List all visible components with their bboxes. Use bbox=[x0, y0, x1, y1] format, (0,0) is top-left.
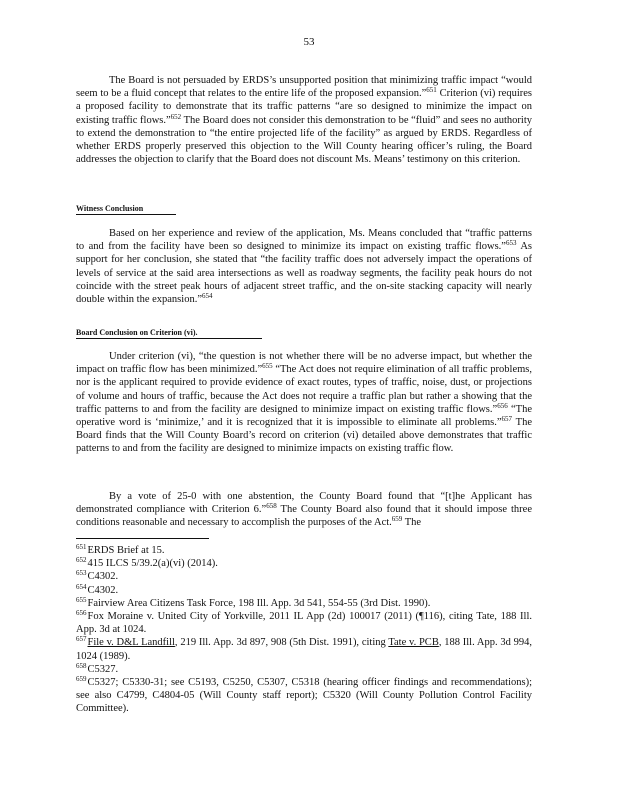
footnote-ref: 654 bbox=[201, 292, 213, 301]
footnote-ref: 656 bbox=[497, 401, 508, 410]
footnote-text: C5327; C5330-31; see C5193, C5250, C5307, C5318 (hearing officer findings and recommendations); see also C4799, C4804-05 (Will County staff report); C5320 (Will County Pollution Control Facility Committee). bbox=[76, 677, 532, 715]
paragraph-county-vote bbox=[76, 490, 532, 530]
paragraph-text: Under criterion (vi), “the question is not whether there will be no adverse impact, but whether the impact on traffic flow has been minimized.” bbox=[76, 351, 532, 376]
footnote-text: , 188 Ill. App. 3d 994, 1024 (1989). bbox=[76, 637, 532, 662]
paragraph-text: Based on her experience and review of the application, Ms. Means concluded that “traffic patterns to and from the facility have been so designed to minimize its impact on existing traffic flows.” bbox=[76, 228, 532, 253]
paragraph-text: The County Board also found that it should impose three conditions reasonable and necessary to accomplish the purposes of the Act. bbox=[76, 504, 532, 529]
footnote-text: Fairview Area Citizens Task Force, 198 Ill. App. 3d 541, 554-55 (3rd Dist. 1990). bbox=[87, 597, 431, 609]
footnote-number: 658 bbox=[76, 661, 87, 670]
footnote bbox=[76, 570, 532, 583]
paragraph-text: Criterion (vi) requires a proposed facility to demonstrate that its traffic patterns “are so designed to minimize the impact on existing traffic flows.” bbox=[76, 88, 533, 126]
footnote bbox=[76, 610, 532, 636]
paragraph-text: The bbox=[404, 517, 422, 529]
footnote-number: 657 bbox=[76, 635, 87, 644]
paragraph-board-conclusion bbox=[76, 350, 532, 456]
paragraph-text: “The operative word is ‘minimize,’ and it is recognized that it is impossible to eliminate all problems.” bbox=[76, 403, 533, 429]
footnote-text: C4302. bbox=[87, 584, 119, 596]
heading-witness-conclusion: Witness Conclusion bbox=[76, 204, 176, 215]
paragraph-text: By a vote of 25-0 with one abstention, the County Board found that “[t]he Applicant has demonstrated compliance with Criterion 6.” bbox=[76, 491, 532, 516]
paragraph-witness-conclusion bbox=[76, 227, 532, 306]
heading-board-conclusion: Board Conclusion on Criterion (vi). bbox=[76, 328, 262, 339]
footnote-ref: 657 bbox=[501, 415, 513, 424]
footnote-ref: 659 bbox=[391, 515, 403, 524]
footnote-text: ERDS Brief at 15. bbox=[87, 545, 165, 556]
paragraph-text: The Board finds that the Will County Board’s record on criterion (vi) detailed above demonstrates that traffic patterns to and from the facility are designed to minimize impacts on existing traffic flow. bbox=[76, 417, 532, 455]
footnote bbox=[76, 676, 532, 716]
paragraph-text: As support for her conclusion, she stated that “the facility traffic does not adversely impact the operations of levels of service at the said area intersections as well as roadway segments, the facility peak hours do not coincide with the street peak hours of adjacent street traffic, and the on-site stacking capacity will nearly double within the expansion.” bbox=[76, 241, 532, 306]
footnote-ref: 653 bbox=[505, 239, 517, 248]
case-name: File v. D&L Landfill bbox=[87, 637, 175, 649]
footnote-text: Fox Moraine v. United City of Yorkville, 2011 IL App (2d) 100017 (2011) (¶116), citing Tate, 188 Ill. App. 3d at 1024. bbox=[76, 611, 532, 636]
footnote bbox=[76, 544, 532, 557]
footnote-text: C4302. bbox=[87, 571, 119, 583]
paragraph-text: The Board does not consider this demonstration to be “fluid” and sees no authority to extend the demonstration to “the entire projected life of the facility” as argued by ERDS. Regardless of whether ERDS properly preserved this objection to the Will County hearing officer’s ruling, the Board addresses the objection to clarify that the Board does not discount Ms. Means’ testimony on this criterion. bbox=[76, 114, 533, 166]
footnote-number: 659 bbox=[76, 675, 87, 684]
footnote-text: , 219 Ill. App. 3d 897, 908 (5th Dist. 1991), citing bbox=[174, 637, 389, 649]
footnote-number: 652 bbox=[76, 556, 87, 565]
footnote-number: 655 bbox=[76, 595, 87, 604]
footnote bbox=[76, 663, 532, 676]
paragraph-text: “The Act does not require elimination of all traffic problems, nor is the applicant required to provide evidence of exact routes, types of traffic, noise, dust, or projections of volume and hours of traffic, because the Act does not require a traffic plan but rather a showing that the traffic patterns to and from the facility are designed to minimize impact on existing traffic flows.” bbox=[76, 364, 533, 415]
page-number: 53 bbox=[303, 36, 315, 48]
footnote-ref: 658 bbox=[266, 502, 277, 511]
footnote bbox=[76, 597, 532, 610]
footnote-number: 656 bbox=[76, 609, 87, 618]
paragraph-erds-position bbox=[76, 74, 532, 166]
footnote bbox=[76, 557, 532, 570]
footnote-separator bbox=[76, 538, 209, 539]
footnote-text: C5327. bbox=[87, 663, 119, 675]
footnote-number: 654 bbox=[76, 582, 87, 591]
footnote-ref: 651 bbox=[426, 86, 437, 95]
footnote-number: 653 bbox=[76, 569, 87, 578]
footnote bbox=[76, 636, 532, 662]
footnotes bbox=[76, 544, 532, 716]
case-name: Tate v. PCB bbox=[388, 637, 439, 649]
footnote-text: 415 ILCS 5/39.2(a)(vi) (2014). bbox=[87, 558, 218, 570]
footnote-number: 651 bbox=[76, 543, 87, 551]
footnote-ref: 655 bbox=[262, 362, 273, 371]
paragraph-text: The Board is not persuaded by ERDS’s unsupported position that minimizing traffic impact “would seem to be a fluid concept that relates to the entire life of the proposed expansion.” bbox=[76, 75, 532, 100]
footnote-ref: 652 bbox=[170, 112, 182, 121]
footnote bbox=[76, 584, 532, 597]
